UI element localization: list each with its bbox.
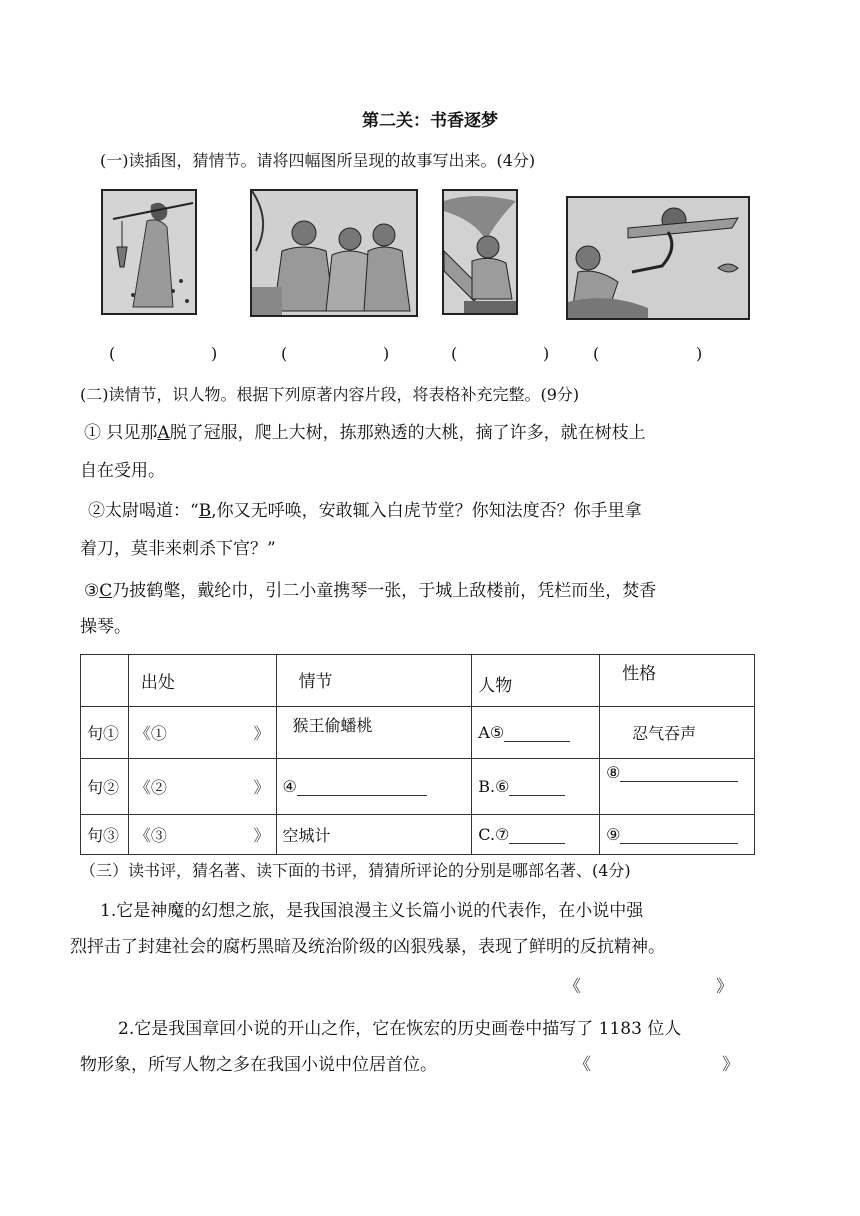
table-row xyxy=(81,707,755,759)
passage-2-line-1 xyxy=(88,492,642,530)
part1-prompt: (一)读插图，猜情节。请将四幅图所呈现的故事写出来。(4分) xyxy=(100,151,536,170)
table-header-plot: 情节 xyxy=(276,655,472,707)
row-label: 句② xyxy=(81,759,129,815)
part3-prompt: （三）读书评，猜名著、读下面的书评，猜猜所评论的分别是哪部名著、(4分) xyxy=(80,861,631,880)
passage-2-text-a: ②太尉喝道：“ xyxy=(88,501,199,521)
personality-cell xyxy=(600,815,755,855)
source-close: 》 xyxy=(253,778,270,797)
table-header-blank xyxy=(81,655,129,707)
character-label: A⑤ xyxy=(478,723,505,742)
source-open: 《① xyxy=(134,724,167,743)
source-cell xyxy=(128,759,276,815)
table-header-source: 出处 xyxy=(128,655,276,707)
character-cell xyxy=(472,759,600,815)
table-header-row xyxy=(81,655,755,707)
table-header-personality: 性格 xyxy=(600,655,755,707)
answer-paren-close-1: ) xyxy=(211,344,218,363)
personality-blank-label: ⑨ xyxy=(606,825,621,844)
character-cell xyxy=(472,707,600,759)
passage-2-text-b: ,你又无呼唤，安敢辄入白虎节堂？你知法度否？你手里拿 xyxy=(211,501,642,521)
passage-3-text-a: ③ xyxy=(84,581,100,601)
passage-1-text-b: 脱了冠服，爬上大树，拣那熟透的大桃，摘了许多，就在树枝上 xyxy=(169,423,646,443)
answer-paren-close-4: ) xyxy=(696,344,703,363)
illustration-4 xyxy=(566,196,750,320)
character-label: B.⑥ xyxy=(478,777,510,796)
plot-cell: 空城计 xyxy=(276,815,472,855)
passage-2-line-2: 着刀，莫非来刺杀下官？” xyxy=(80,539,276,559)
passage-3-text-b: 乃披鹤氅，戴纶巾，引二小童携琴一张，于城上敌楼前，凭栏而坐，焚香 xyxy=(112,581,657,601)
personality-cell: 忍气吞声 xyxy=(600,707,755,759)
character-label: C.⑦ xyxy=(478,825,510,844)
source-cell xyxy=(128,815,276,855)
illustration-3 xyxy=(442,189,518,315)
source-open: 《③ xyxy=(134,826,167,845)
plot-cell: 猴王偷蟠桃 xyxy=(276,707,472,759)
illustration-1 xyxy=(101,189,197,315)
table-header-character: 人物 xyxy=(472,655,600,707)
review-1-answer-close: 》 xyxy=(716,977,733,997)
review-1-line-2: 烈抨击了封建社会的腐朽黑暗及统治阶级的凶狠残暴，表现了鲜明的反抗精神。 xyxy=(70,937,665,957)
answer-paren-open-1: ( xyxy=(109,344,116,363)
answer-paren-close-2: ) xyxy=(383,344,390,363)
personality-cell xyxy=(600,759,755,815)
plot-blank-label: ④ xyxy=(282,777,297,796)
character-table xyxy=(80,654,755,855)
passage-3-line-2: 操琴。 xyxy=(80,617,131,637)
answer-paren-open-2: ( xyxy=(281,344,288,363)
answer-paren-close-3: ) xyxy=(543,344,550,363)
review-2-line-1: 2.它是我国章回小说的开山之作，它在恢宏的历史画卷中描写了 1183 位人 xyxy=(118,1019,682,1039)
table-row xyxy=(81,815,755,855)
source-open: 《② xyxy=(134,778,167,797)
review-1-answer-open: 《 xyxy=(564,977,581,997)
source-cell xyxy=(128,707,276,759)
passage-1-line-2: 自在受用。 xyxy=(80,461,165,481)
table-row xyxy=(81,759,755,815)
plot-cell xyxy=(276,759,472,815)
passage-1-text-a: ① 只见那 xyxy=(84,423,158,443)
review-2-answer-close: 》 xyxy=(722,1055,739,1075)
section-title: 第二关：书香逐梦 xyxy=(362,111,498,131)
answer-paren-open-3: ( xyxy=(451,344,458,363)
source-close: 》 xyxy=(253,724,270,743)
review-2-line-2: 物形象，所写人物之多在我国小说中位居首位。 xyxy=(80,1055,437,1075)
passage-1-mark: A xyxy=(157,423,170,443)
character-cell xyxy=(472,815,600,855)
passage-1-line-1 xyxy=(84,414,646,452)
illustration-2 xyxy=(250,189,418,317)
personality-blank-label: ⑧ xyxy=(606,763,621,782)
part2-prompt: (二)读情节，识人物。根据下列原著内容片段，将表格补充完整。(9分) xyxy=(80,385,580,404)
review-1-line-1: 1.它是神魔的幻想之旅，是我国浪漫主义长篇小说的代表作，在小说中强 xyxy=(100,901,644,921)
passage-2-mark: B xyxy=(198,501,212,521)
answer-paren-open-4: ( xyxy=(593,344,600,363)
row-label: 句③ xyxy=(81,815,129,855)
row-label: 句① xyxy=(81,707,129,759)
passage-3-mark: C xyxy=(99,581,113,601)
source-close: 》 xyxy=(253,826,270,845)
review-2-answer-open: 《 xyxy=(574,1055,591,1075)
passage-3-line-1 xyxy=(84,572,656,610)
